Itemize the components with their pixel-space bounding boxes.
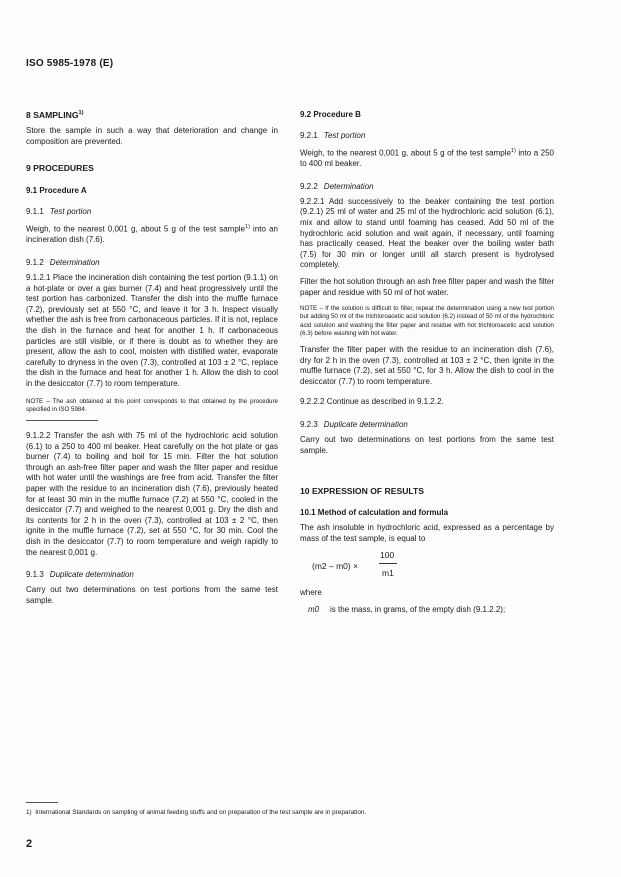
- section-9-heading: 9 PROCEDURES: [26, 163, 94, 174]
- left-column: [26, 100, 278, 606]
- note-1: NOTE – The ash obtained at this point corresponds to that obtained by the procedure specified in ISO 5984.: [26, 397, 278, 413]
- section-10-heading: 10 EXPRESSION OF RESULTS: [300, 486, 425, 497]
- section-9-1-2-2-text: 9.1.2.2 Transfer the ash with 75 ml of the hydrochloric acid solution (6.1) to a 250 to 400 ml beaker. Heat carefully on the hot plate or gas burner (7.4) to boiling and boil for 15 min. Filter the hot solution through an ash-free filter paper and wash the filter paper and residue with hot water until the washings are free from acid. Transfer the filter paper with the residue to an incineration dish (7.6), previously heated for at least 30 min in the muffle furnace (7.2) at 550 °C, cooled in the desiccator (7.7) and weighed to the nearest 0,001 g. Dry the dish and its contents for 2 h in the oven (7.3), controlled at 103 ± 2 °C, then ignite in the muffle furnace (7.2), set at 550 °C, for 30 min. Cool the dish in the desiccator (7.7) to room temperature and weigh rapidly to the nearest 0,001 g.: [26, 430, 278, 557]
- section-9-2-1-heading: 9.2.1 Test portion: [300, 131, 366, 140]
- section-9-1-2-heading: 9.1.2 Determination: [26, 258, 100, 268]
- section-8-heading: 8 SAMPLING$^{1)}$: [26, 110, 84, 120]
- formula-lhs: (m2 – m0) ×: [312, 561, 359, 572]
- formula-denominator: m1: [382, 568, 394, 579]
- section-9-2-2-1-text: 9.2.2.1 Add successively to the beaker containing the test portion (9.2.1) 25 ml of water and 25 ml of the hydrochloric acid solution (6.1), mix and allow to stand until foaming has ceased. Add 50 ml of the hydrochloric acid solution and wait again, if necessary, until foaming has practically ceased. Heat the beaker over the boiling water bath (7.5) for 30 min or longer until all starch present is hydrolysed completely.: [300, 196, 554, 270]
- m0-definition: m0 is the mass, in grams, of the empty dish (9.1.2.2);: [308, 604, 506, 614]
- document-header: ISO 5985-1978 (E): [26, 58, 114, 69]
- section-10-1-heading: 10.1 Method of calculation and formula: [300, 508, 449, 518]
- right-column: [300, 100, 554, 616]
- section-9-2-heading: 9.2 Procedure B: [300, 110, 361, 119]
- fraction-bar: [379, 563, 397, 564]
- section-9-1-2-1-text: 9.1.2.1 Place the incineration dish containing the test portion (9.1.1) on a hot-plate or over a gas burner (7.4) and heat progressively until the test portion has carbonized. Transfer the dish into the muffle furnace (7.2), previously set at 550 °C, and leave it for 3 h. Inspect visually whether the ash is free from carbonaceous particles. If it is not, replace the dish in the furnace and heat for another 1 h. If carbonaceous particles are still visible, or if there is doubt as to whether they are present, allow the ash to cool, moisten with distilled water, evaporate carefully to dryness in the oven (7.3), controlled at 103 ± 2 °C, replace the dish in the furnace and heat for another 1 h. Allow the dish to cool in the desiccator (7.7) to room temperature.: [26, 273, 278, 388]
- section-9-1-1-text: Weigh, to the nearest 0,001 g, about 5 g of the test sample$^{1)}$ into an incineration dish (7.6).: [26, 224, 278, 245]
- section-8-text: Store the sample in such a way that deterioration and change in composition are prevented.: [26, 126, 278, 146]
- section-9-2-2-2-text: 9.2.2.2 Continue as described in 9.1.2.2.: [300, 397, 444, 407]
- section-9-2-3-text: Carry out two determinations on test portions from the same test sample.: [300, 434, 554, 455]
- note-rule: [26, 420, 98, 421]
- section-9-1-3-text: Carry out two determinations on test portions from the same test sample.: [26, 585, 278, 605]
- section-10-1-text: The ash insoluble in hydrochloric acid, expressed as a percentage by mass of the test sample, is equal to: [300, 523, 554, 543]
- footnote-rule: [26, 802, 58, 803]
- where-label: where: [300, 588, 322, 598]
- formula-numerator: 100: [380, 550, 395, 561]
- formula: [300, 548, 554, 584]
- page-number: 2: [26, 838, 33, 850]
- note-2: NOTE – If the solution is difficult to filter, repeat the determination using a new test portion but adding 50 ml of the trichloroacetic acid solution (6.2) instead of 50 ml of the hydrochloric acid solution and washing the filter paper and residue with hot trichloroacetic acid solution (6.3) before washing with hot water.: [300, 305, 554, 337]
- footnote: 1) International Standards on sampling of animal feeding stuffs and on preparation of the test sample are in preparation.: [26, 809, 367, 816]
- section-9-2-2-1-transfer-text: Transfer the filter paper with the residue to an incineration dish (7.6), dry for 2 h in the oven (7.3), controlled at 103 ± 2 °C, then ignite in the muffle furnace (7.2), set at 550 °C, for 3 h. Allow the dish to cool in the desiccator (7.7) to room temperature.: [300, 345, 554, 386]
- section-9-2-1-text: Weigh, to the nearest 0,001 g, about 5 g of the test sample$^{1)}$ into a 250 to 400 ml beaker.: [300, 148, 554, 169]
- section-9-1-1-heading: 9.1.1 Test portion: [26, 207, 92, 217]
- section-9-1-3-heading: 9.1.3 Duplicate determination: [26, 570, 134, 580]
- section-9-2-3-heading: 9.2.3 Duplicate determination: [300, 419, 408, 429]
- section-9-2-2-1-filter-text: Filter the hot solution through an ash free filter paper and wash the filter paper and residue with 50 ml of hot water.: [300, 277, 554, 297]
- section-9-1-heading: 9.1 Procedure A: [26, 186, 87, 196]
- section-9-2-2-heading: 9.2.2 Determination: [300, 181, 374, 191]
